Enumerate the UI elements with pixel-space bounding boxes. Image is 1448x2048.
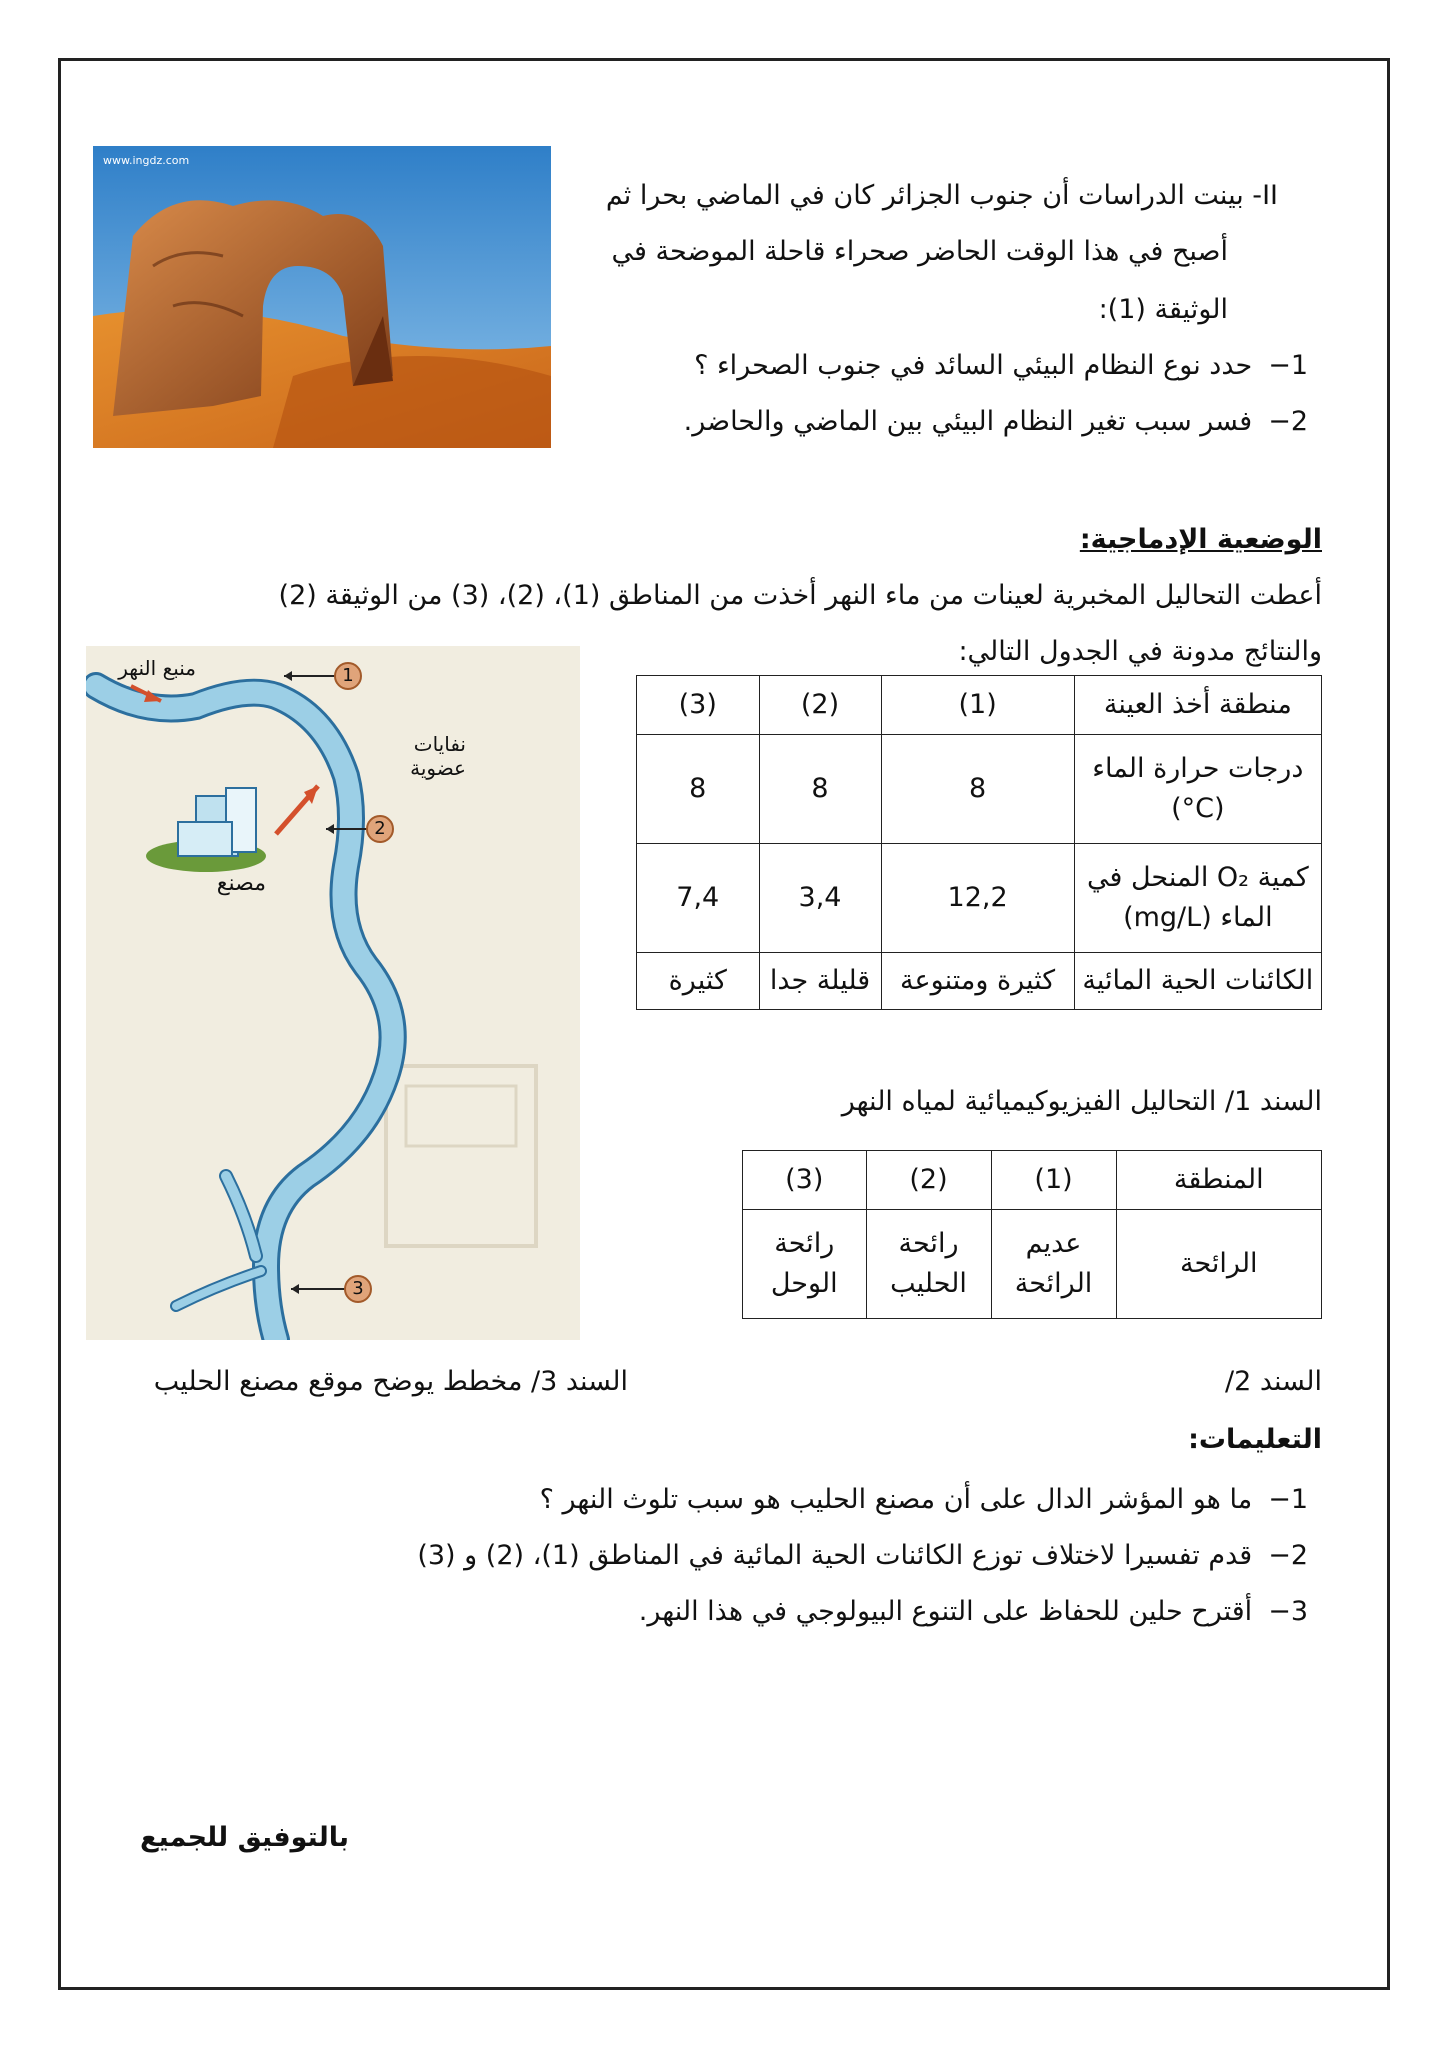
table-row-label: درجات حرارة الماء (C°) (1074, 735, 1321, 844)
analysis-table (636, 675, 1322, 1010)
table-cell: قليلة جدا (759, 953, 881, 1010)
table-header-cell: (1) (991, 1151, 1116, 1210)
table-header-cell: (3) (743, 1151, 867, 1210)
question-text: حدد نوع النظام البيئي السائد في جنوب الصحراء ؟ (694, 350, 1253, 381)
map-waste-label-line1: نفايات (413, 732, 466, 756)
table1-caption: السند 1/ التحاليل الفيزيوكيميائية لمياه النهر (841, 1086, 1322, 1117)
river-map (86, 646, 580, 1340)
closing-text: بالتوفيق للجميع (140, 1822, 349, 1853)
table-cell: 7,4 (637, 844, 760, 953)
table-header-cell: المنطقة (1116, 1151, 1321, 1210)
instruction-3 (639, 1592, 1308, 1632)
part2-question-1 (694, 346, 1308, 386)
map-marker-2: 2 (374, 818, 386, 839)
smell-table (742, 1150, 1322, 1319)
table-header-cell: (3) (637, 676, 760, 735)
map-marker-1: 1 (342, 665, 354, 686)
map-waste-label (386, 732, 466, 780)
table-cell: 8 (637, 735, 760, 844)
table-row (637, 735, 1322, 844)
table-cell: كثيرة (637, 953, 760, 1010)
table-row-label: كمية O₂ المنحل في الماء (mg/L) (1074, 844, 1321, 953)
intro-line1: أعطت التحاليل المخبرية لعينات من ماء النهر أخذت من المناطق (1)، (2)، (3) من الوثيقة (2) (278, 580, 1322, 611)
intro-line2: والنتائج مدونة في الجدول التالي: (958, 636, 1322, 667)
table-cell: رائحة الوحل (743, 1210, 867, 1319)
table-header-cell: منطقة أخذ العينة (1074, 676, 1321, 735)
instruction-2 (417, 1536, 1308, 1576)
map-factory-label: مصنع (216, 871, 266, 896)
question-number: 3− (1268, 1596, 1308, 1627)
table-row (637, 953, 1322, 1010)
table-cell: رائحة الحليب (866, 1210, 991, 1319)
table-header-cell: (2) (759, 676, 881, 735)
question-text: فسر سبب تغير النظام البيئي بين الماضي والحاضر. (683, 406, 1253, 437)
desert-rock-arch-photo (93, 146, 551, 448)
photo-watermark: www.ingdz.com (103, 154, 190, 167)
map-waste-label-line2: عضوية (410, 756, 466, 780)
table-cell: 8 (759, 735, 881, 844)
part2-line2: أصبح في هذا الوقت الحاضر صحراء قاحلة الموضحة في (611, 236, 1228, 267)
table-cell: كثيرة ومتنوعة (881, 953, 1074, 1010)
question-number: 1− (1268, 1484, 1308, 1515)
table-header-cell: (2) (866, 1151, 991, 1210)
table-row (743, 1210, 1322, 1319)
question-number: 1− (1268, 350, 1308, 381)
question-number: 2− (1268, 1540, 1308, 1571)
instruction-1 (540, 1480, 1308, 1520)
part2-line3: الوثيقة (1): (1098, 294, 1228, 325)
table-cell: 3,4 (759, 844, 881, 953)
table-cell: 12,2 (881, 844, 1074, 953)
question-text: ما هو المؤشر الدال على أن مصنع الحليب هو سبب تلوث النهر ؟ (539, 1484, 1253, 1515)
question-number: 2− (1268, 406, 1308, 437)
instructions-heading: التعليمات: (1188, 1424, 1322, 1455)
question-text: قدم تفسيرا لاختلاف توزع الكائنات الحية المائية في المناطق (1)، (2) و (3) (417, 1540, 1253, 1571)
sanad3-caption: السند 3/ مخطط يوضح موقع مصنع الحليب (153, 1366, 628, 1397)
question-text: أقترح حلين للحفاظ على التنوع البيولوجي في هذا النهر. (638, 1596, 1253, 1627)
table-row-label: الرائحة (1116, 1210, 1321, 1319)
table-cell: 8 (881, 735, 1074, 844)
table-row (637, 844, 1322, 953)
table-row-label: الكائنات الحية المائية (1074, 953, 1321, 1010)
table-cell: عديم الرائحة (991, 1210, 1116, 1319)
part2-question-2 (684, 402, 1308, 442)
table-header-row (743, 1151, 1322, 1210)
section-heading: الوضعية الإدماجية: (1079, 524, 1322, 555)
map-source-label: منبع النهر (118, 656, 196, 680)
table-header-cell: (1) (881, 676, 1074, 735)
table-header-row (637, 676, 1322, 735)
sanad2-caption: السند 2/ (1224, 1366, 1322, 1397)
part2-line1: II- بينت الدراسات أن جنوب الجزائر كان في الماضي بحرا ثم (605, 180, 1278, 211)
map-marker-3: 3 (352, 1278, 364, 1299)
